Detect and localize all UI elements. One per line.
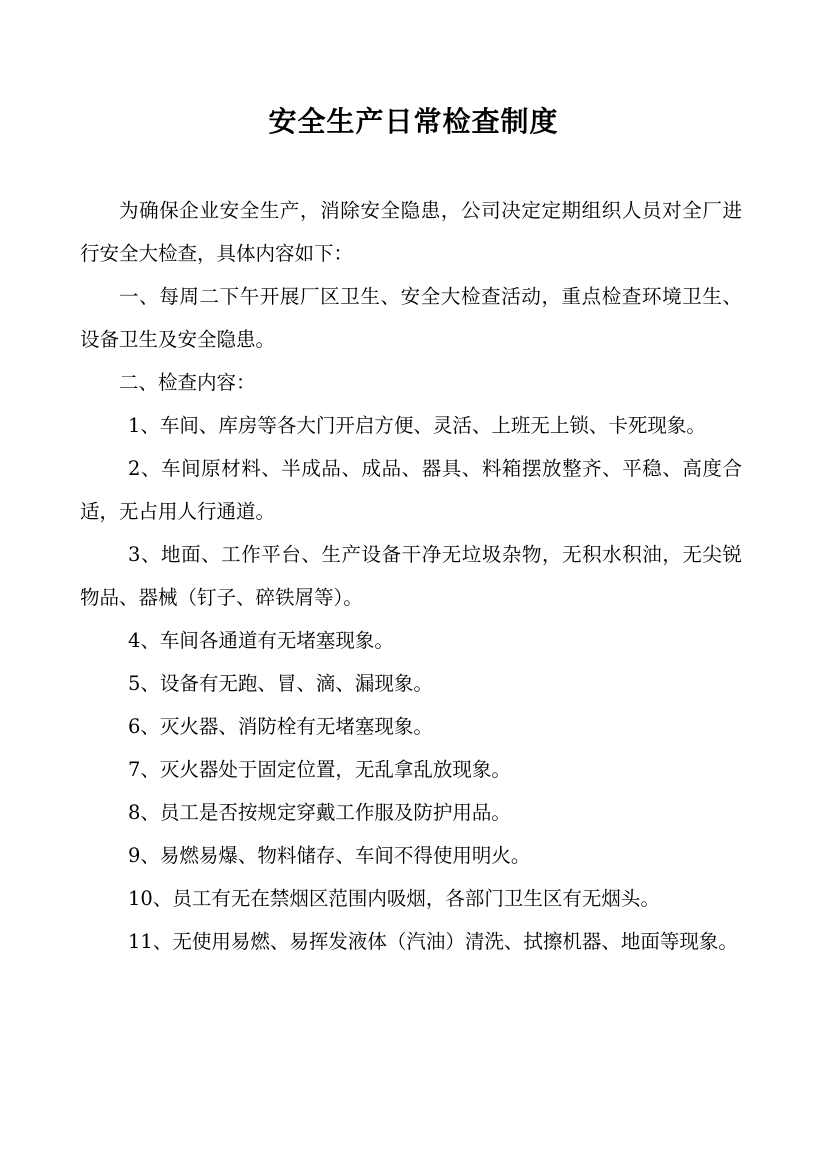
check-item-9: 9、易燃易爆、物料储存、车间不得使用明火。	[128, 844, 531, 867]
intro-paragraph: 为确保企业安全生产，消除安全隐患，公司决定定期组织人员对全厂进行安全大检查，具体内容如下：	[80, 199, 742, 265]
section-two-heading: 二、检查内容：	[119, 371, 256, 394]
check-item-8: 8、员工是否按规定穿戴工作服及防护用品。	[128, 801, 511, 824]
check-item-4: 4、车间各通道有无堵塞现象。	[128, 629, 394, 652]
document-title: 安全生产日常检查制度	[268, 105, 559, 138]
check-item-1: 1、车间、库房等各大门开启方便、灵活、上班无上锁、卡死现象。	[128, 414, 706, 437]
section-one-paragraph: 一、每周二下午开展厂区卫生、安全大检查活动，重点检查环境卫生、设备卫生及安全隐患。	[80, 285, 742, 351]
check-item-3: 3、地面、工作平台、生产设备干净无垃圾杂物，无积水积油，无尖锐物品、器械（钉子、碎铁屑等）。	[80, 543, 742, 609]
check-item-5: 5、设备有无跑、冒、滴、漏现象。	[128, 672, 433, 695]
check-item-11: 11、无使用易燃、易挥发液体（汽油）清洗、拭擦机器、地面等现象。	[128, 930, 738, 953]
check-item-7: 7、灭火器处于固定位置，无乱拿乱放现象。	[128, 758, 511, 781]
check-item-2: 2、车间原材料、半成品、成品、器具、料箱摆放整齐、平稳、高度合适，无占用人行通道。	[80, 457, 742, 523]
document-body	[80, 189, 742, 963]
check-item-10: 10、员工有无在禁烟区范围内吸烟，各部门卫生区有无烟头。	[128, 887, 660, 910]
check-item-6: 6、灭火器、消防栓有无堵塞现象。	[128, 715, 433, 738]
